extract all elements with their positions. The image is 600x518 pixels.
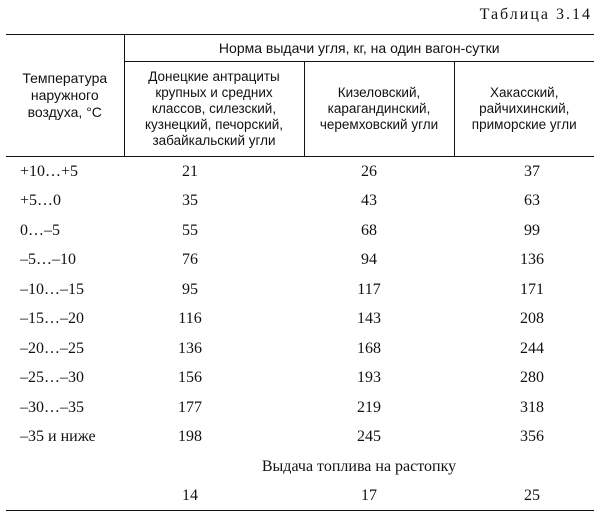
value-cell: 95 <box>182 280 198 298</box>
temp-cell: –20…–25 <box>20 339 84 357</box>
temp-cell: +10…+5 <box>20 162 79 180</box>
temp-cell: –35 и ниже <box>20 428 96 446</box>
temp-cell: –15…–20 <box>20 310 84 328</box>
value-cell: 318 <box>520 398 544 416</box>
value-cell: 198 <box>178 428 202 446</box>
table-row <box>6 275 594 305</box>
header-col-donetsk: Донецкие антрациты крупных и средних классов, силезский, кузнецкий, печорский, забайкальский угли <box>124 62 304 157</box>
table-row <box>6 157 594 187</box>
header-norm: Норма выдачи угля, кг, на один вагон-сутки <box>124 35 594 62</box>
value-cell: 21 <box>182 162 198 180</box>
table-row <box>6 364 594 394</box>
value-cell: 63 <box>524 192 540 210</box>
value-cell: 17 <box>361 487 377 504</box>
header-temperature: Температура наружного воздуха, °С <box>6 35 124 157</box>
value-cell: 14 <box>182 487 198 504</box>
table-row <box>6 216 594 246</box>
temp-cell: 0…–5 <box>20 221 60 239</box>
value-cell: 43 <box>361 192 377 210</box>
temp-cell: –30…–35 <box>20 398 84 416</box>
temp-cell: –5…–10 <box>20 251 76 269</box>
temp-cell: –10…–15 <box>20 280 84 298</box>
table-row <box>6 334 594 364</box>
value-cell: 171 <box>520 280 544 298</box>
value-cell: 168 <box>357 339 381 357</box>
value-cell: 219 <box>357 398 381 416</box>
value-cell: 25 <box>524 487 540 504</box>
header-col-khakas: Хакасский, райчихинский, приморские угли <box>454 62 594 157</box>
coal-norm-table <box>6 34 594 511</box>
value-cell: 280 <box>520 369 544 387</box>
value-cell: 193 <box>357 369 381 387</box>
value-cell: 244 <box>520 339 544 357</box>
table-row <box>6 393 594 423</box>
table-row <box>6 246 594 276</box>
value-cell: 156 <box>178 369 202 387</box>
header-col-kizel: Кизеловский, карагандинский, черемховский угли <box>304 62 454 157</box>
value-cell: 99 <box>524 221 540 239</box>
temp-cell: –25…–30 <box>20 369 84 387</box>
value-cell: 94 <box>361 251 377 269</box>
value-cell: 356 <box>520 428 544 446</box>
value-cell: 136 <box>178 339 202 357</box>
value-cell: 136 <box>520 251 544 269</box>
fuel-section-label: Выдача топлива на растопку <box>261 458 457 475</box>
temp-cell: +5…0 <box>20 192 62 210</box>
value-cell: 143 <box>357 310 381 328</box>
table-row <box>6 305 594 335</box>
value-cell: 177 <box>178 398 202 416</box>
table-row <box>6 423 594 453</box>
value-cell: 117 <box>357 280 381 298</box>
fuel-row <box>6 482 594 511</box>
value-cell: 68 <box>361 221 377 239</box>
value-cell: 35 <box>182 192 198 210</box>
value-cell: 26 <box>361 162 377 180</box>
table-caption: Таблица 3.14 <box>479 6 592 23</box>
value-cell: 76 <box>182 251 198 269</box>
value-cell: 245 <box>357 428 381 446</box>
value-cell: 55 <box>182 221 198 239</box>
value-cell: 37 <box>524 162 540 180</box>
table-row <box>6 187 594 217</box>
value-cell: 116 <box>178 310 202 328</box>
value-cell: 208 <box>520 310 544 328</box>
